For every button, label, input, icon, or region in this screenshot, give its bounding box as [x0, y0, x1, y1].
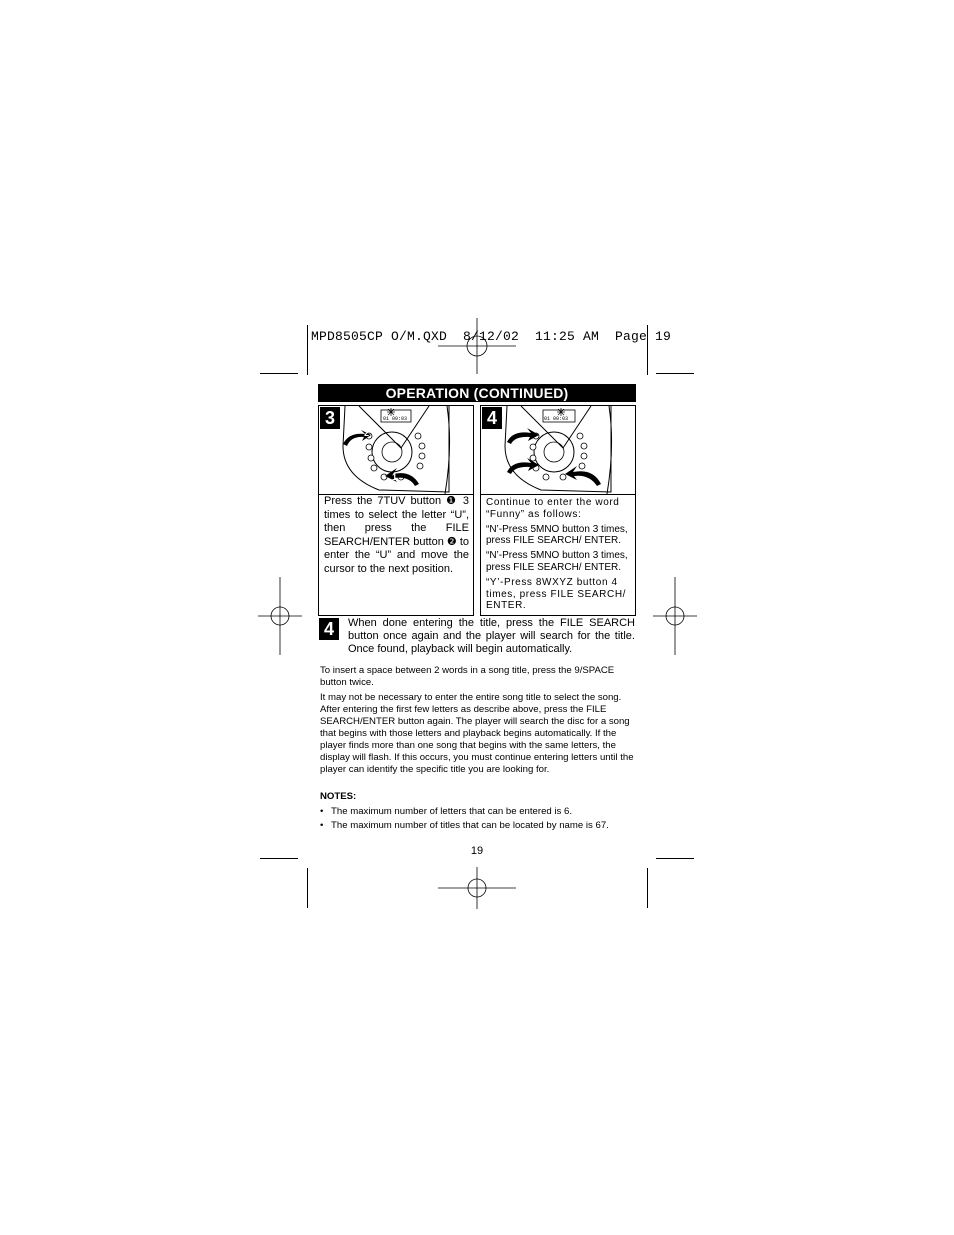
- page-number: 19: [470, 845, 484, 857]
- registration-mark-bottom: [438, 867, 516, 909]
- svg-text:01 00:03: 01 00:03: [383, 416, 408, 422]
- instruction-line: Continue to enter the word “Funny” as follows:: [486, 497, 620, 520]
- file-slug-line: MPD8505CP O/M.QXD 8/12/02 11:25 AM Page 19: [311, 329, 672, 344]
- panel-divider: [481, 494, 635, 495]
- registration-mark-left: [258, 577, 302, 655]
- partial-title-paragraph: It may not be necessary to enter the entire song title to select the song. After entering the first few letters as describe above, press the FILE SEARCH/ENTER button again. The player will search the disc for a song that begins with those letters and playback begins automatically. If the player finds more than one song that begins with the same letters, the display will flash. If this occurs, you must continue entering letters until the player can identify the specific title you are looking for.: [320, 692, 634, 775]
- notes-list: [320, 805, 640, 833]
- instruction-line: “N’-Press 5MNO button 3 times, press FILE SEARCH/ ENTER.: [486, 523, 628, 547]
- crop-mark: [656, 373, 694, 374]
- player-illustration: [481, 406, 635, 494]
- crop-mark: [260, 858, 298, 859]
- step-4-panel: [480, 405, 636, 616]
- registration-mark-top: [438, 318, 516, 374]
- step-3-badge: 3: [320, 407, 340, 429]
- player-illustration: [319, 406, 473, 494]
- crop-mark: [260, 373, 298, 374]
- crop-mark: [647, 868, 648, 908]
- space-tip-paragraph: To insert a space between 2 words in a song title, press the 9/SPACE button twice.: [320, 665, 615, 688]
- step-3-panel: [318, 405, 474, 616]
- svg-text:01 00:03: 01 00:03: [544, 416, 569, 422]
- crop-mark: [307, 325, 308, 375]
- section-header: OPERATION (CONTINUED): [318, 384, 636, 402]
- step-4-final-instructions: When done entering the title, press the FILE SEARCH button once again and the player will search for the title. Once found, playback will begin automatically.: [348, 617, 635, 656]
- notes-title: NOTES:: [320, 791, 357, 802]
- instruction-line: “Y’-Press 8WXYZ button 4 times, press FILE SEARCH/ ENTER.: [486, 576, 627, 612]
- note-item: • The maximum number of titles that can be located by name is 67.: [320, 819, 640, 833]
- crop-mark: [307, 868, 308, 908]
- registration-mark-right: [653, 577, 697, 655]
- note-item: • The maximum number of letters that can be entered is 6.: [320, 805, 640, 819]
- instruction-line: “N’-Press 5MNO button 3 times, press FILE SEARCH/ ENTER.: [486, 550, 628, 573]
- step-4-badge: 4: [482, 407, 502, 429]
- arrow-label-1: 1: [392, 472, 398, 482]
- step-4-instructions: [486, 497, 632, 615]
- crop-mark: [656, 858, 694, 859]
- step-3-instructions: Press the 7TUV button ❶ 3 times to select the letter “U”, then press the FILE SEARCH/ENTER button ❷ to enter the “U” and move the cursor to the next position.: [324, 495, 469, 575]
- step-4-final-badge: 4: [319, 618, 339, 640]
- arrow-label-2: 2: [364, 428, 370, 438]
